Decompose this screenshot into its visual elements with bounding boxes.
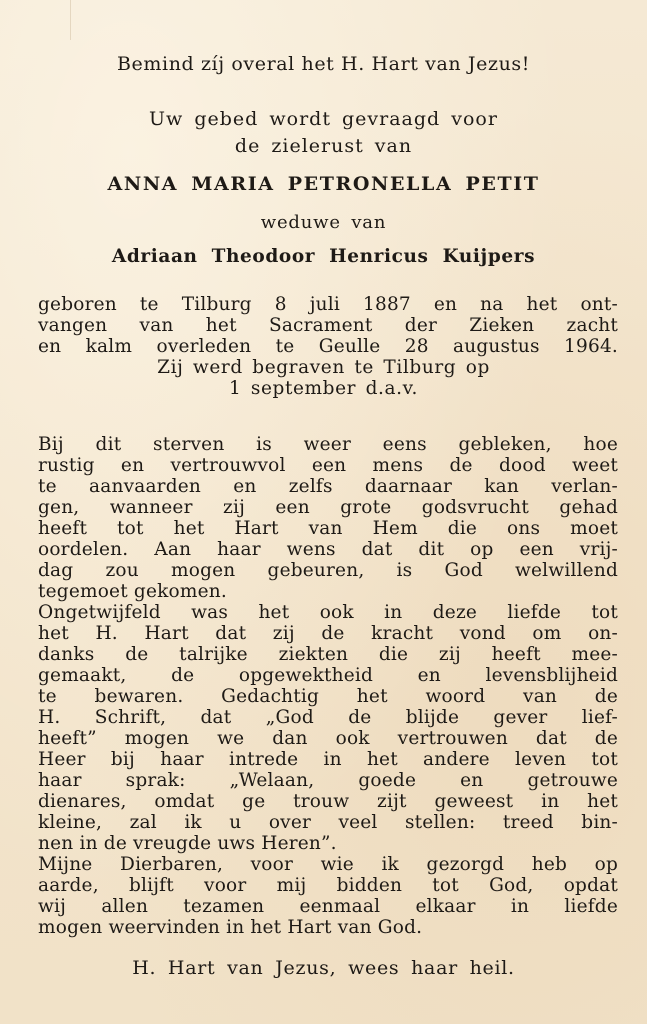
eulogy-line: aarde, blijft voor mij bidden tot God, opdat xyxy=(38,875,618,896)
eulogy-line: dienares, omdat ge trouw zijt geweest in het xyxy=(38,791,618,812)
eulogy-line: oordelen. Aan haar wens dat dit op een vrij- xyxy=(38,539,618,560)
biography-line: vangen van het Sacrament der Zieken zacht xyxy=(38,315,618,336)
eulogy-line: danks de talrijke ziekten die zij heeft mee- xyxy=(38,644,618,665)
eulogy-line: rustig en vertrouwvol een mens de dood weet xyxy=(38,455,618,476)
biography-paragraph xyxy=(38,294,618,357)
burial-info xyxy=(0,357,647,399)
eulogy-line: dag zou mogen gebeuren, is God welwillend xyxy=(38,560,618,581)
paper-crease xyxy=(70,0,71,40)
eulogy-line: heeft tot het Hart van Hem die ons moet xyxy=(38,518,618,539)
eulogy-line: H. Schrift, dat „God de blijde gever lief- xyxy=(38,707,618,728)
eulogy-line: gemaakt, de opgewektheid en levensblijheid xyxy=(38,665,618,686)
eulogy-line: te aanvaarden en zelfs daarnaar kan verlan- xyxy=(38,476,618,497)
prayer-request xyxy=(0,106,647,160)
eulogy-line: het H. Hart dat zij de kracht vond om on- xyxy=(38,623,618,644)
eulogy-text xyxy=(38,434,618,938)
eulogy-line: gen, wanneer zij een grote godsvrucht gehad xyxy=(38,497,618,518)
burial-line: Zij werd begraven te Tilburg op xyxy=(157,357,490,378)
biography-line: en kalm overleden te Geulle 28 augustus 1964. xyxy=(38,336,618,357)
prayer-request-line: Uw gebed wordt gevraagd voor xyxy=(149,108,498,130)
eulogy-line: nen in de vreugde uws Heren”. xyxy=(38,833,337,854)
eulogy-line: mogen weervinden in het Hart van God. xyxy=(38,917,423,938)
burial-line: 1 september d.a.v. xyxy=(229,378,418,399)
eulogy-line: Mijne Dierbaren, voor wie ik gezorgd heb op xyxy=(38,854,618,875)
eulogy-line: Bij dit sterven is weer eens gebleken, hoe xyxy=(38,434,618,455)
eulogy-line: heeft” mogen we dan ook vertrouwen dat de xyxy=(38,728,618,749)
biography-line: geboren te Tilburg 8 juli 1887 en na het ont- xyxy=(38,294,618,315)
prayer-request-line: de zielerust van xyxy=(234,135,413,157)
eulogy-line: te bewaren. Gedachtig het woord van de xyxy=(38,686,618,707)
deceased-name: ANNA MARIA PETRONELLA PETIT xyxy=(107,173,540,195)
eulogy-line: tegemoet gekomen. xyxy=(38,581,227,602)
eulogy-line: kleine, zal ik u over veel stellen: treed bin- xyxy=(38,812,618,833)
spouse-name: Adriaan Theodoor Henricus Kuijpers xyxy=(111,246,536,267)
relation-label: weduwe van xyxy=(260,212,387,233)
eulogy-line: Ongetwijfeld was het ook in deze liefde tot xyxy=(38,602,618,623)
eulogy-line: wij allen tezamen eenmaal elkaar in liefde xyxy=(38,896,618,917)
closing-prayer: H. Hart van Jezus, wees haar heil. xyxy=(132,957,515,979)
eulogy-line: haar sprak: „Welaan, goede en getrouwe xyxy=(38,770,618,791)
invocation-heading: Bemind zíj overal het H. Hart van Jezus! xyxy=(117,53,530,75)
eulogy-line: Heer bij haar intrede in het andere leven tot xyxy=(38,749,618,770)
